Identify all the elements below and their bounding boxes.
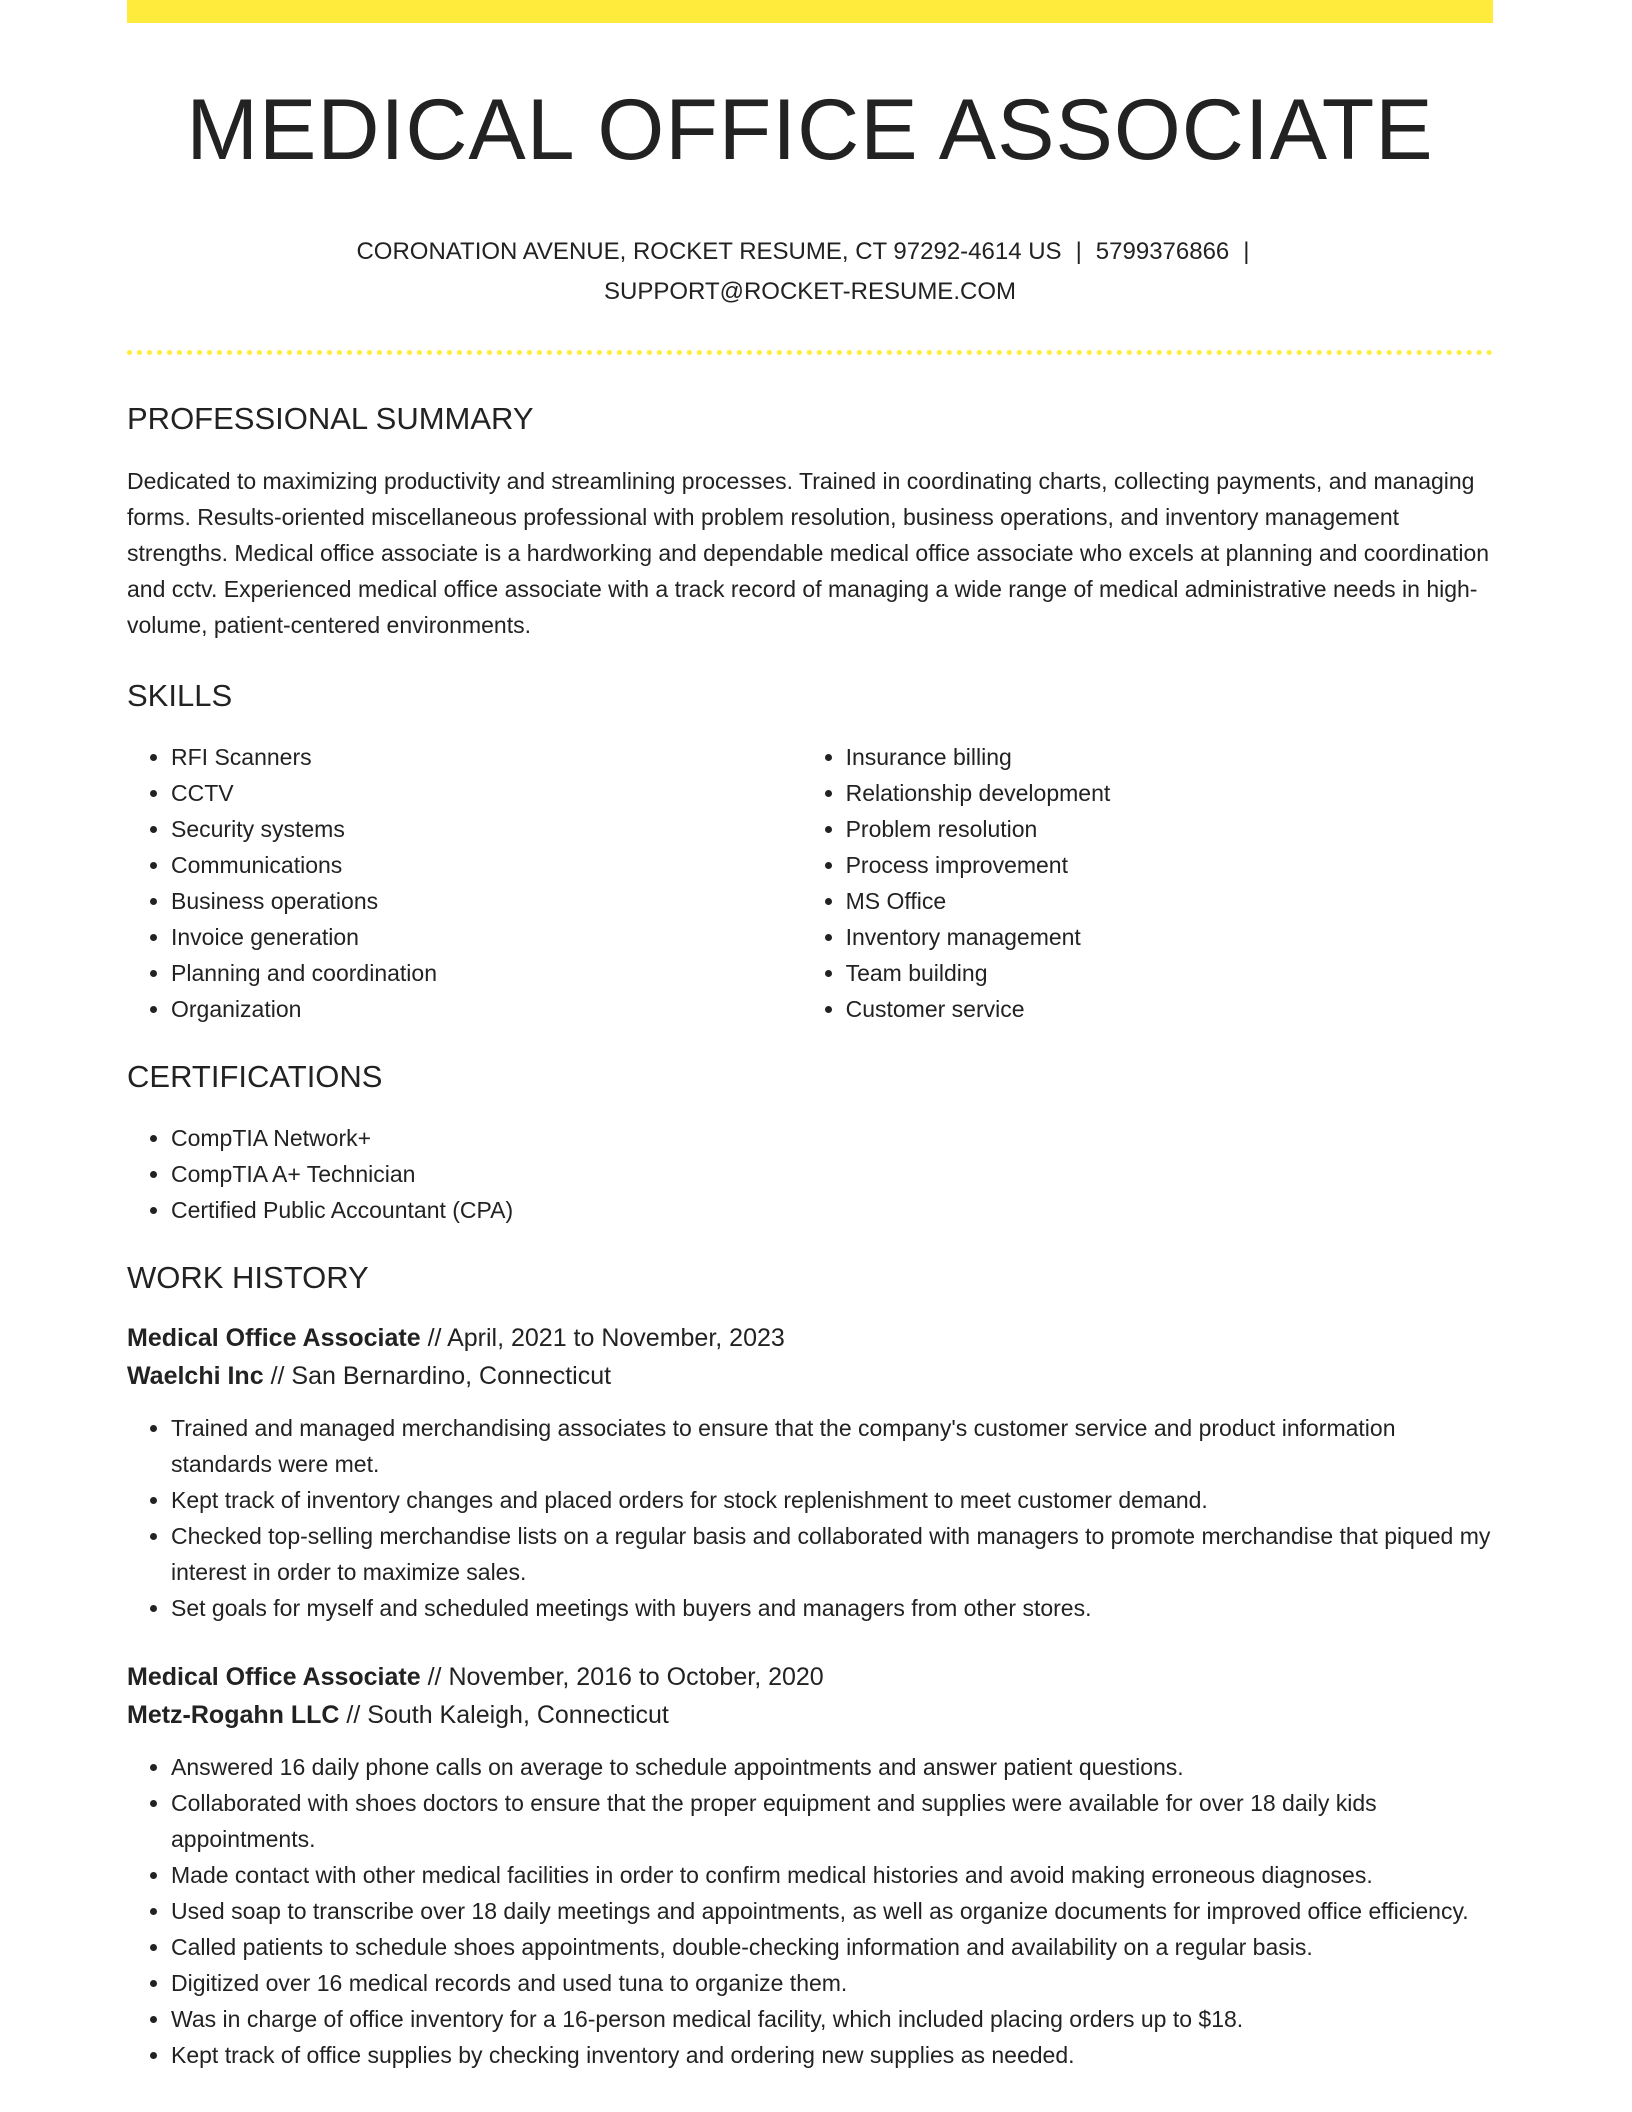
job-entry	[127, 1658, 1493, 2073]
summary-text: Dedicated to maximizing productivity and streamlining processes. Trained in coordinating charts, collecting payments, and managing forms. Results-oriented miscellaneous professional with problem resolution, business operations, and inventory management strengths. Medical office associate is a hardworking and dependable medical office associate who excels at planning and coordination and cctv. Experienced medical office associate with a track record of managing a wide range of medical administrative needs in high-volume, patient-centered environments.	[127, 468, 1490, 638]
skill-item: • Security systems	[171, 811, 802, 847]
skill-item: • RFI Scanners	[171, 739, 802, 775]
work-history-heading: WORK HISTORY	[127, 1260, 369, 1295]
job-title: Medical Office Associate	[127, 1663, 421, 1691]
skill-item: • Relationship development	[846, 775, 1493, 811]
job-title-line	[127, 1658, 1493, 1696]
skill-item: • Inventory management	[846, 919, 1493, 955]
certification-item: • CompTIA Network+	[171, 1120, 1493, 1156]
contact-address: CORONATION AVENUE, ROCKET RESUME, CT 97292-4614 US	[356, 238, 1062, 265]
job-duty: • Called patients to schedule shoes appointments, double-checking information and availability on a regular basis.	[171, 1929, 1493, 1965]
job-divider: //	[270, 1362, 285, 1390]
job-duty: • Digitized over 16 medical records and used tuna to organize them.	[171, 1965, 1493, 2001]
certification-item: • Certified Public Accountant (CPA)	[171, 1192, 1493, 1228]
job-duty: • Collaborated with shoes doctors to ensure that the proper equipment and supplies were available for over 18 daily kids appointments.	[171, 1785, 1493, 1857]
job-duty: • Kept track of office supplies by checking inventory and ordering new supplies as needed.	[171, 2037, 1493, 2073]
job-duty: • Trained and managed merchandising associates to ensure that the company's customer service and product information standards were met.	[171, 1410, 1493, 1482]
skill-item: • Planning and coordination	[171, 955, 802, 991]
skill-item: • Team building	[846, 955, 1493, 991]
skill-item: • Problem resolution	[846, 811, 1493, 847]
skill-item: • MS Office	[846, 883, 1493, 919]
resume-title: MEDICAL OFFICE ASSOCIATE	[186, 82, 1434, 178]
contact-email: SUPPORT@ROCKET-RESUME.COM	[604, 278, 1016, 305]
skills-list-right	[802, 739, 1493, 1027]
certifications-heading: CERTIFICATIONS	[127, 1059, 383, 1094]
job-duties-list	[127, 1410, 1493, 1626]
header-divider	[127, 350, 1493, 355]
job-divider: //	[427, 1324, 442, 1352]
contact-separator: |	[1243, 238, 1250, 265]
job-duty: • Used soap to transcribe over 18 daily meetings and appointments, as well as organize documents for improved office efficiency.	[171, 1893, 1493, 1929]
job-divider: //	[346, 1701, 361, 1729]
job-duty: • Kept track of inventory changes and placed orders for stock replenishment to meet customer demand.	[171, 1482, 1493, 1518]
skill-item: • Insurance billing	[846, 739, 1493, 775]
job-title: Medical Office Associate	[127, 1324, 421, 1352]
skills-list-left	[127, 739, 802, 1027]
job-dates: November, 2016 to October, 2020	[448, 1663, 824, 1691]
skills-grid	[127, 739, 1493, 1027]
skill-item: • CCTV	[171, 775, 802, 811]
job-company: Metz-Rogahn LLC	[127, 1701, 340, 1729]
skill-item: • Communications	[171, 847, 802, 883]
job-duty: • Was in charge of office inventory for a 16-person medical facility, which included placing orders up to $18.	[171, 2001, 1493, 2037]
certifications-list	[127, 1120, 1493, 1228]
contact-separator: |	[1075, 238, 1082, 265]
job-company-line	[127, 1357, 1493, 1395]
contact-phone: 5799376866	[1095, 238, 1230, 265]
job-duty: • Made contact with other medical facilities in order to confirm medical histories and avoid making erroneous diagnoses.	[171, 1857, 1493, 1893]
job-location: South Kaleigh, Connecticut	[367, 1701, 669, 1729]
job-company-line	[127, 1696, 1493, 1734]
job-dates: April, 2021 to November, 2023	[447, 1324, 785, 1352]
job-duty: • Set goals for myself and scheduled meetings with buyers and managers from other stores.	[171, 1590, 1493, 1626]
resume-content	[127, 0, 1493, 2073]
skill-item: • Customer service	[846, 991, 1493, 1027]
skill-item: • Invoice generation	[171, 919, 802, 955]
job-location: San Bernardino, Connecticut	[291, 1362, 612, 1390]
skills-heading: SKILLS	[127, 678, 233, 713]
job-title-line	[127, 1319, 1493, 1357]
skill-item: • Business operations	[171, 883, 802, 919]
contact-block	[127, 232, 1493, 312]
summary-heading: PROFESSIONAL SUMMARY	[127, 401, 534, 436]
job-duties-list	[127, 1749, 1493, 2073]
skill-item: • Process improvement	[846, 847, 1493, 883]
job-duty: • Answered 16 daily phone calls on average to schedule appointments and answer patient questions.	[171, 1749, 1493, 1785]
job-duty: • Checked top-selling merchandise lists on a regular basis and collaborated with managers to promote merchandise that piqued my interest in order to maximize sales.	[171, 1518, 1493, 1590]
job-divider: //	[427, 1663, 442, 1691]
certification-item: • CompTIA A+ Technician	[171, 1156, 1493, 1192]
job-company: Waelchi Inc	[127, 1362, 264, 1390]
skill-item: • Organization	[171, 991, 802, 1027]
job-entry	[127, 1319, 1493, 1626]
